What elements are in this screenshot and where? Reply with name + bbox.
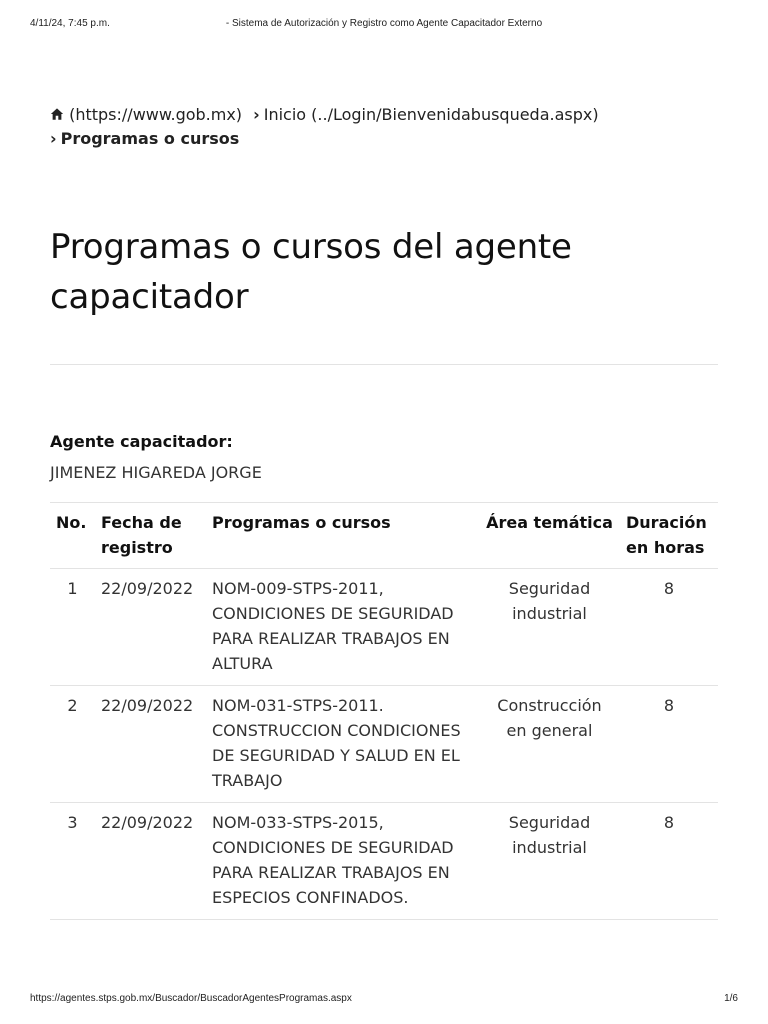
breadcrumb-line-1: [50, 103, 730, 127]
header-no: No.: [50, 503, 95, 569]
breadcrumb-current: Programas o cursos: [60, 129, 240, 148]
cell-programa: NOM-033-STPS-2015, CONDICIONES DE SEGURIDAD PARA REALIZAR TRABAJOS EN ESPECIOS CONFINADOS.: [206, 803, 479, 920]
agent-label: Agente capacitador:: [50, 432, 233, 451]
table-row: [50, 686, 718, 803]
cell-duracion: 8: [620, 569, 718, 686]
print-datetime: 4/11/24, 7:45 p.m.: [30, 18, 110, 29]
page-title: Programas o cursos del agente capacitador: [50, 227, 572, 317]
agent-name: JIMENEZ HIGAREDA JORGE: [50, 463, 262, 482]
cell-no: 3: [50, 803, 95, 920]
print-page-number: 1/6: [724, 993, 738, 1004]
cell-no: 2: [50, 686, 95, 803]
breadcrumb-home-label: (https://www.gob.mx): [69, 105, 243, 124]
home-icon: [50, 107, 64, 121]
cell-duracion: 8: [620, 803, 718, 920]
header-duracion: Duración en horas: [620, 503, 718, 569]
print-header: [30, 18, 738, 32]
divider: [50, 364, 718, 365]
cell-fecha: 22/09/2022: [95, 803, 206, 920]
courses-table: [50, 502, 718, 920]
header-area: Área temática: [479, 503, 620, 569]
cell-programa: NOM-031-STPS-2011. CONSTRUCCION CONDICIONES DE SEGURIDAD Y SALUD EN EL TRABAJO: [206, 686, 479, 803]
breadcrumb-inicio-link[interactable]: Inicio (../Login/Bienvenidabusqueda.aspx): [263, 105, 599, 124]
cell-no: 1: [50, 569, 95, 686]
cell-fecha: 22/09/2022: [95, 686, 206, 803]
cell-duracion: 8: [620, 686, 718, 803]
print-url: https://agentes.stps.gob.mx/Buscador/BuscadorAgentesProgramas.aspx: [30, 993, 352, 1004]
breadcrumb-line-2: [50, 127, 730, 151]
print-page-title: - Sistema de Autorización y Registro como Agente Capacitador Externo: [225, 18, 543, 29]
cell-area: Construcción en general: [479, 686, 620, 803]
cell-fecha: 22/09/2022: [95, 569, 206, 686]
chevron-right-icon: ›: [253, 105, 260, 124]
table-row: [50, 803, 718, 920]
print-footer: [30, 993, 738, 1007]
table-row: [50, 569, 718, 686]
header-fecha: Fecha de registro: [95, 503, 206, 569]
cell-area: Seguridad industrial: [479, 803, 620, 920]
breadcrumb-home-link[interactable]: [50, 105, 247, 124]
table-header-row: [50, 503, 718, 569]
breadcrumb: [50, 103, 730, 151]
header-programa: Programas o cursos: [206, 503, 479, 569]
cell-programa: NOM-009-STPS-2011, CONDICIONES DE SEGURIDAD PARA REALIZAR TRABAJOS EN ALTURA: [206, 569, 479, 686]
chevron-right-icon: ›: [50, 129, 57, 148]
cell-area: Seguridad industrial: [479, 569, 620, 686]
